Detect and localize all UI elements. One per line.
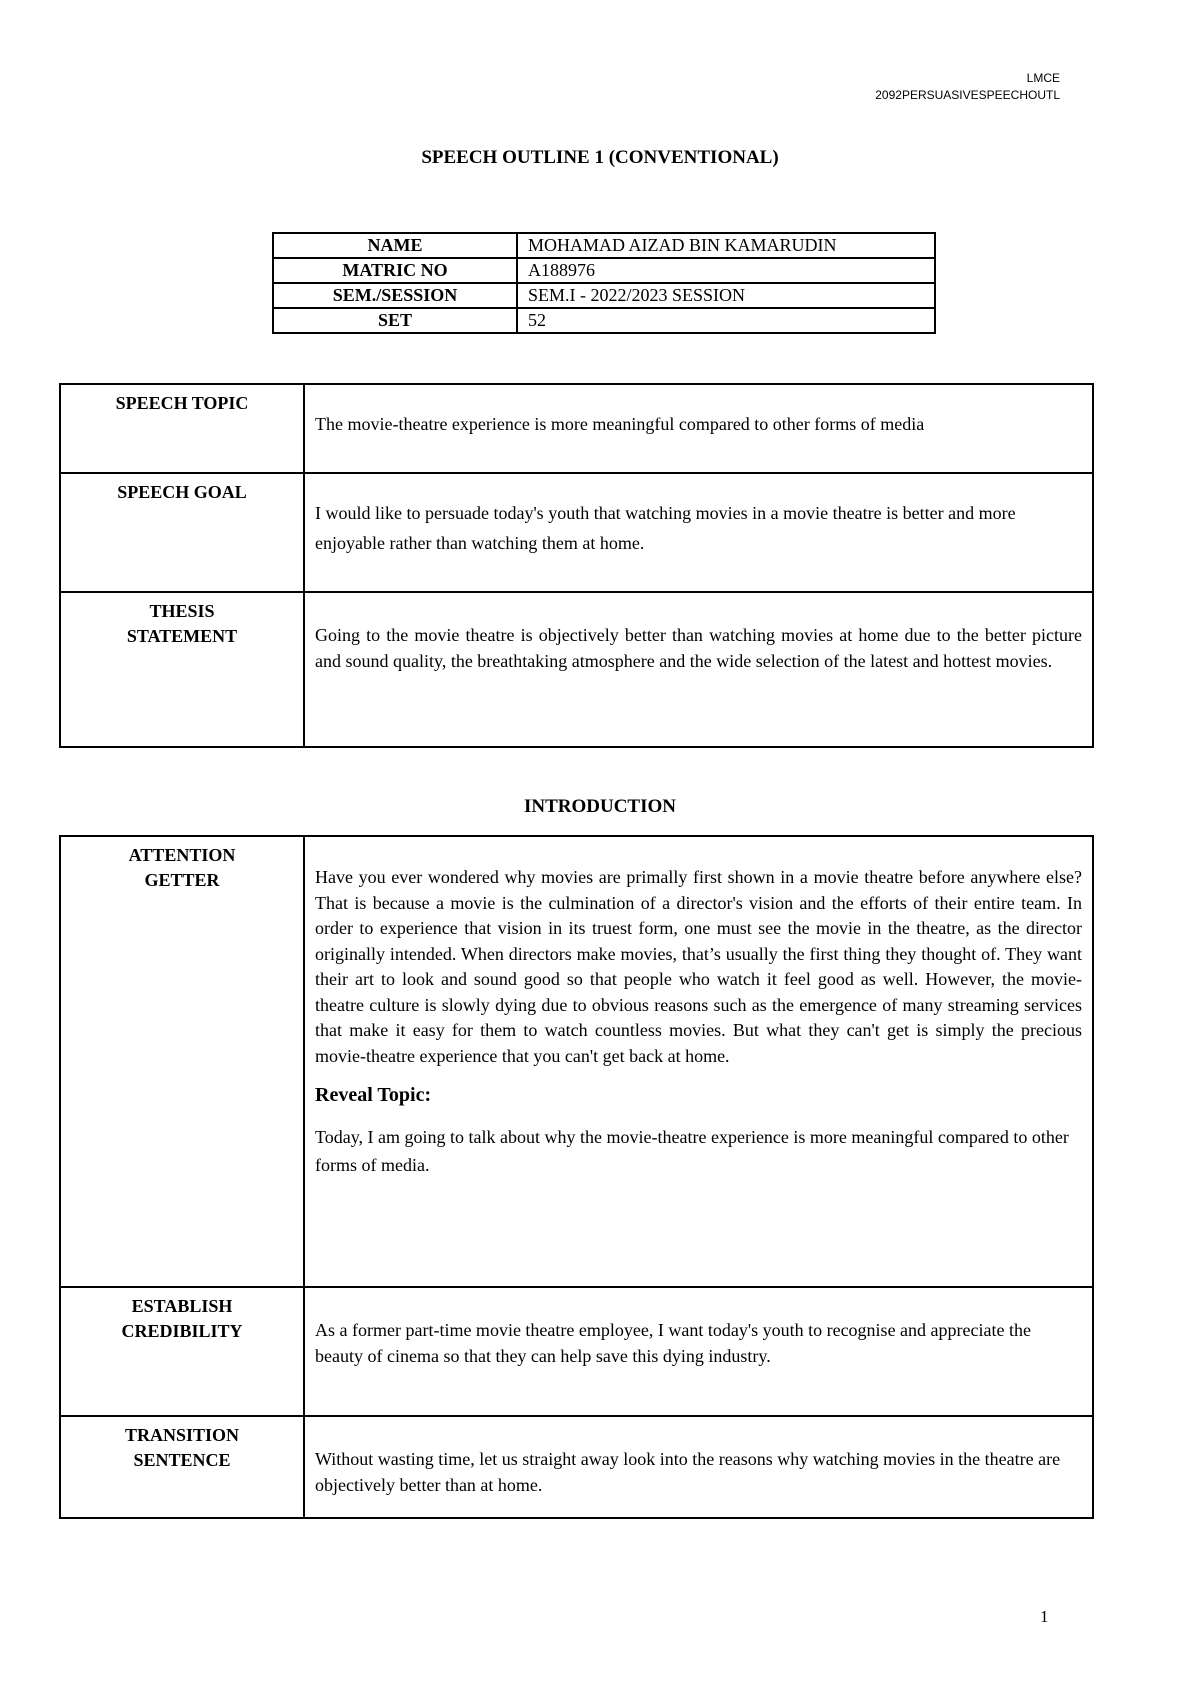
table-row [273,233,935,258]
transition-cell [304,1416,1093,1518]
speech-topic-label: SPEECH TOPIC [60,384,304,473]
credibility-label-line1: ESTABLISH [131,1296,233,1316]
speech-topic-cell [304,384,1093,473]
table-row [273,258,935,283]
transition-text: Without wasting time, let us straight away look into the reasons why watching movies in the theatre are objectively better than at home. [315,1449,1061,1495]
matric-label: MATRIC NO [273,258,517,283]
header-filename: 2092PERSUASIVESPEECHOUTL [875,88,1060,102]
table-row [60,1287,1093,1416]
name-label: NAME [273,233,517,258]
attention-label-line1: ATTENTION [128,845,236,865]
transition-label [60,1416,304,1518]
document-header [760,70,1060,104]
credibility-text: As a former part-time movie theatre employee, I want today's youth to recognise and appreciate the beauty of cinema so that they can help save this dying industry. [315,1320,1031,1366]
matric-value: A188976 [517,258,935,283]
table-row [60,836,1093,1287]
thesis-label-line1: THESIS [149,601,215,621]
speech-goal-text: I would like to persuade today's youth that watching movies in a movie theatre is better and more enjoyable rather than watching them at home. [315,503,1016,553]
table-row [60,592,1093,747]
student-info-table [272,232,936,334]
set-label: SET [273,308,517,333]
session-label: SEM./SESSION [273,283,517,308]
reveal-topic-label: Reveal Topic: [315,1084,432,1106]
page-number: 1 [1040,1607,1049,1626]
credibility-cell [304,1287,1093,1416]
table-row [60,1416,1093,1518]
attention-getter-text: Have you ever wondered why movies are primally first shown in a movie theatre before anywhere else? That is because a movie is the culmination of a director's vision and the efforts of their entire team. In order to experience that vision in its truest form, one must see the movie in the theatre, as the director originally intended. When directors make movies, that’s usually the first thing they thought of. They want their art to look and sound good so that people who watch it feel good as well. However, the movie-theatre culture is slowly dying due to obvious reasons such as the emergence of many streaming services that make it easy for them to watch countless movies. But what they can't get is simply the precious movie-theatre experience that you can't get back at home. [315,867,1082,1066]
transition-label-line2: SENTENCE [133,1450,231,1470]
attention-label-line2: GETTER [144,870,220,890]
thesis-text: Going to the movie theatre is objectively better than watching movies at home due to the better picture and sound quality, the breathtaking atmosphere and the wide selection of the latest and hottest movies. [315,625,1082,671]
thesis-cell [304,592,1093,747]
credibility-label [60,1287,304,1416]
thesis-label [60,592,304,747]
attention-getter-label [60,836,304,1287]
thesis-label-line2: STATEMENT [126,626,238,646]
header-course-code: LMCE [1026,71,1060,85]
table-row [273,283,935,308]
transition-label-line1: TRANSITION [124,1425,240,1445]
attention-getter-cell [304,836,1093,1287]
set-value: 52 [517,308,935,333]
credibility-label-line2: CREDIBILITY [121,1321,243,1341]
speech-overview-table [59,383,1094,748]
table-row [273,308,935,333]
page-title: SPEECH OUTLINE 1 (CONVENTIONAL) [421,147,779,168]
reveal-topic-text: Today, I am going to talk about why the movie-theatre experience is more meaningful compared to other forms of media. [315,1126,1069,1175]
speech-goal-cell [304,473,1093,592]
table-row [60,473,1093,592]
introduction-table [59,835,1094,1519]
speech-topic-text: The movie-theatre experience is more meaningful compared to other forms of media [315,414,925,434]
introduction-heading: INTRODUCTION [523,796,677,817]
name-value: MOHAMAD AIZAD BIN KAMARUDIN [517,233,935,258]
session-value: SEM.I - 2022/2023 SESSION [517,283,935,308]
table-row [60,384,1093,473]
speech-goal-label: SPEECH GOAL [60,473,304,592]
